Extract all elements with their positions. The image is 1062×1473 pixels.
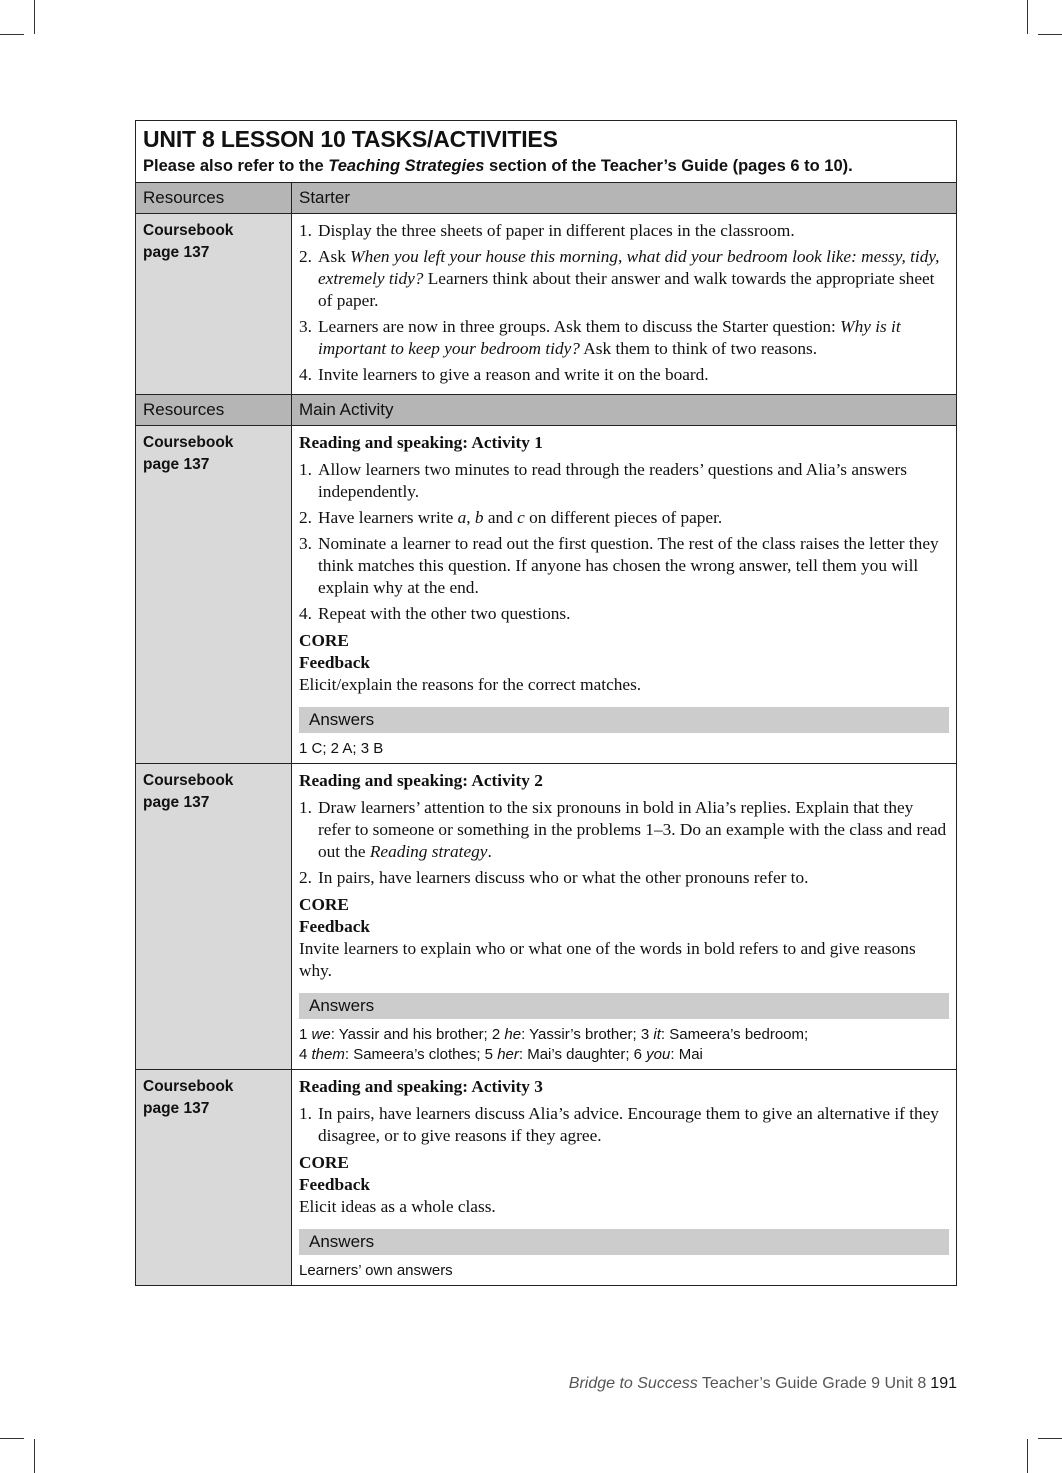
item-text-run: Have learners write [318,508,458,527]
subtitle-text: section of the Teacher’s Guide (pages 6 to 10). [484,157,853,175]
answers-text-run: 1 [299,1026,312,1043]
answers-text [299,1025,949,1045]
item-text-run: Nominate a learner to read out the first question. The rest of the class raises the letter they think matches this question. If anyone has chosen the wrong answer, tell them you will explain why at the end. [318,534,939,597]
main-activity-column-header: Main Activity [299,400,394,419]
crop-mark [34,0,35,34]
resource-page: page 137 [143,1100,210,1117]
item-text [318,459,949,503]
activity-steps [299,459,949,625]
feedback-label: Feedback [299,917,371,936]
activity-row [136,1070,956,1285]
item-text [318,1103,949,1147]
resource-cell [136,214,292,394]
item-text [318,246,949,312]
resource-cell [136,764,292,1069]
item-text-run: Learners think about their answer and walk towards the appropriate sheet of paper. [318,269,935,310]
answers-bar: Answers [299,707,949,733]
item-text-run: Display the three sheets of paper in different places in the classroom. [318,221,795,240]
list-item [299,603,949,625]
core-label: CORE [299,895,349,914]
main-header-row [136,395,956,426]
answers-text-run: 4 [299,1046,312,1063]
resources-column-header: Resources [136,183,292,213]
crop-mark [1038,34,1062,35]
list-item [299,316,949,360]
book-title: Bridge to Success [568,1375,698,1392]
item-text [318,507,949,529]
feedback-label: Feedback [299,653,371,672]
feedback-text: Invite learners to explain who or what one of the words in bold refers to and give reasons why. [299,939,916,980]
answers-text-run: : Yassir and his brother; 2 [330,1026,505,1043]
item-number: 3. [299,534,312,553]
core-label: CORE [299,1153,349,1172]
item-number: 2. [299,868,312,887]
answers-pronoun: them [311,1046,345,1063]
activity-content [292,426,956,763]
lesson-subtitle [143,155,948,177]
item-number: 3. [299,317,312,336]
answers-pronoun: it [653,1026,661,1043]
resource-book: Coursebook [143,1078,234,1095]
activity-steps [299,797,949,889]
feedback-label: Feedback [299,1175,371,1194]
item-text-run: Ask [318,247,351,266]
crop-mark [1027,1439,1028,1473]
item-text-run: Draw learners’ attention to the six pronouns in bold in Alia’s replies. Explain that they refer to someone or something in the problems 1–3. Do an example with the class and read out the [318,798,947,861]
subtitle-text: Please also refer to the [143,157,329,175]
page-footer [569,1375,957,1393]
item-number: 2. [299,247,312,266]
answers-text-run: Learners’ own answers [299,1262,453,1279]
list-item [299,364,949,386]
feedback-text: Elicit ideas as a whole class. [299,1197,496,1216]
answers-pronoun: her [497,1046,519,1063]
activity-heading: Reading and speaking: Activity 1 [299,433,543,452]
item-number: 1. [299,798,312,817]
item-text-run: When you left your house this morning, what did your bedroom look like: messy, tidy, extremely tidy? [318,247,940,288]
lesson-title: UNIT 8 LESSON 10 TASKS/ACTIVITIES [143,126,558,152]
resource-cell [136,1070,292,1285]
list-item [299,1103,949,1147]
item-number: 4. [299,365,312,384]
starter-header-row [136,183,956,214]
list-item [299,246,949,312]
answers-text-run: : Mai [670,1046,703,1063]
crop-mark [34,1439,35,1473]
activity-steps [299,1103,949,1147]
resource-page: page 137 [143,244,210,261]
activity-heading: Reading and speaking: Activity 2 [299,771,543,790]
item-number: 1. [299,460,312,479]
answers-pronoun: he [504,1026,522,1043]
item-number: 1. [299,221,312,240]
activity-row [136,764,956,1070]
starter-steps [299,220,949,386]
crop-mark [0,1438,24,1439]
resources-column-header: Resources [136,395,292,425]
answers-text-run: : Sameera’s bedroom; [660,1026,809,1043]
item-text-run: and [483,508,518,527]
list-item [299,459,949,503]
resource-page: page 137 [143,794,210,811]
item-text-run: on different pieces of paper. [524,508,723,527]
item-number: 2. [299,508,312,527]
answers-text [299,739,949,759]
item-text [318,867,949,889]
activity-content [292,1070,956,1285]
item-text-run: b [474,508,484,527]
crop-mark [1038,1438,1062,1439]
answers-bar: Answers [299,1229,949,1255]
feedback-text: Elicit/explain the reasons for the correct matches. [299,675,642,694]
answers-pronoun: we [311,1026,331,1043]
starter-column-header: Starter [299,188,351,207]
answers-text-run: : Sameera’s clothes; 5 [344,1046,498,1063]
item-text [318,220,949,242]
item-number: 4. [299,604,312,623]
item-text [318,316,949,360]
item-text [318,533,949,599]
item-text [318,603,949,625]
resource-cell [136,426,292,763]
resource-page: page 137 [143,456,210,473]
answers-text [299,1261,949,1281]
activities [136,426,956,1285]
item-text-run: Repeat with the other two questions. [318,604,571,623]
item-text-run: c [517,508,525,527]
list-item [299,220,949,242]
answers-bar: Answers [299,993,949,1019]
list-item [299,867,949,889]
item-text [318,364,949,386]
item-number: 1. [299,1104,312,1123]
answers-text-run: : Yassir’s brother; 3 [521,1026,654,1043]
resource-book: Coursebook [143,434,234,451]
item-text-run: Why is it important to keep your bedroom tidy? [318,317,901,358]
resource-book: Coursebook [143,772,234,789]
item-text-run: Allow learners two minutes to read through the readers’ questions and Alia’s answers independently. [318,460,908,501]
starter-row [136,214,956,395]
item-text-run: a [457,508,467,527]
core-label: CORE [299,631,349,650]
item-text-run: In pairs, have learners discuss Alia’s advice. Encourage them to give an alternative if they disagree, or to give reasons if they agree. [318,1104,939,1145]
answers-text [299,1045,949,1065]
guide-text: Teacher’s Guide Grade 9 Unit 8 [697,1375,927,1392]
item-text-run: Ask them to think of two reasons. [579,339,818,358]
item-text-run: Learners are now in three groups. Ask them to discuss the Starter question: [318,317,841,336]
resource-book: Coursebook [143,222,234,239]
item-text-run: Reading strategy [369,842,488,861]
starter-content [292,214,956,394]
item-text-run: . [487,842,492,861]
page-number: 191 [930,1375,957,1392]
item-text [318,797,949,863]
list-item [299,533,949,599]
list-item [299,507,949,529]
lesson-table [135,120,957,1286]
item-text-run: In pairs, have learners discuss who or what the other pronouns refer to. [318,868,809,887]
activity-row [136,426,956,764]
answers-text-run: 1 C; 2 A; 3 B [299,740,384,757]
list-item [299,797,949,863]
activity-content [292,764,956,1069]
answers-text-run: : Mai’s daughter; 6 [518,1046,647,1063]
item-text-run: , [466,508,475,527]
item-text-run: Invite learners to give a reason and write it on the board. [318,365,709,384]
crop-mark [1027,0,1028,34]
crop-mark [0,34,24,35]
subtitle-italic: Teaching Strategies [328,157,485,175]
activity-heading: Reading and speaking: Activity 3 [299,1077,543,1096]
answers-pronoun: you [646,1046,671,1063]
lesson-header [136,121,956,183]
